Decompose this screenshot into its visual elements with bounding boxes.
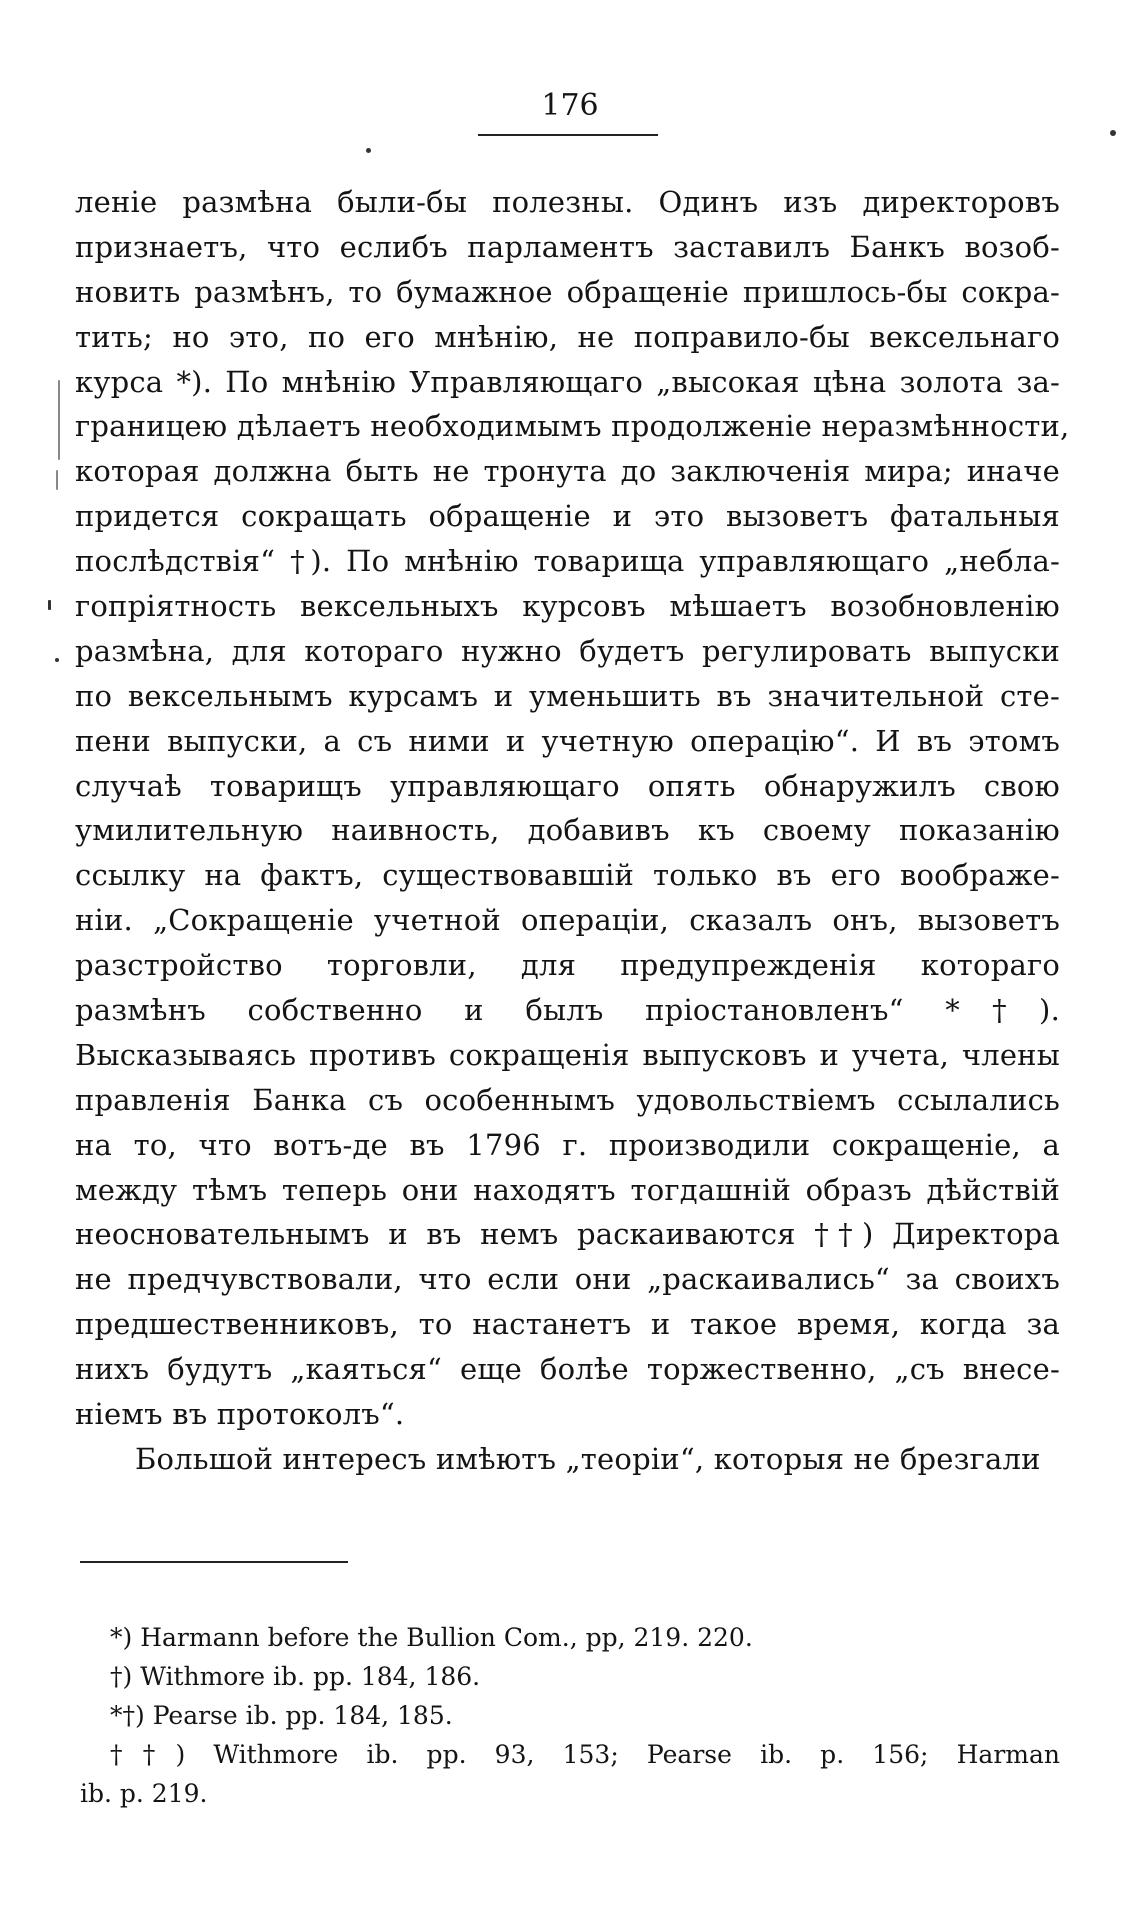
text-line: нихъ будутъ „каяться“ еще болѣе торжественно, „съ внесе- xyxy=(75,1352,1060,1387)
scan-speck xyxy=(48,600,51,610)
text-line: между тѣмъ теперь они находятъ тогдашній образъ дѣйствій xyxy=(75,1172,1060,1207)
text-line: ніи. „Сокращеніе учетной операціи, сказалъ онъ, вызоветъ xyxy=(75,903,1060,938)
text-line: границею дѣлаетъ необходимымъ продолженіе неразмѣнности, xyxy=(75,409,1070,444)
text-line: Высказываясь противъ сокращенія выпусковъ и учета, члены xyxy=(75,1037,1060,1072)
scan-speck xyxy=(55,658,59,662)
text-line: не предчувствовали, что если они „раскаивались“ за своихъ xyxy=(75,1262,1060,1297)
text-line: гопріятность вексельныхъ курсовъ мѣшаетъ возобновленію xyxy=(75,589,1060,624)
text-line: признаетъ, что еслибъ парламентъ заставилъ Банкъ возоб- xyxy=(75,229,1060,264)
text-line: по вексельнымъ курсамъ и уменьшить въ значительной сте- xyxy=(75,678,1060,713)
footnote: *) Harmann before the Bullion Com., pp, 219. 220. xyxy=(110,1623,753,1652)
text-line: послѣдствія“ †). По мнѣнію товарища управляющаго „небла- xyxy=(75,544,1060,579)
text-line: размѣнъ собственно и былъ пріостановленъ“ *†). xyxy=(75,993,1060,1028)
footnote: ††) Withmore ib. pp. 93, 153; Pearse ib. p. 156; Harman xyxy=(110,1740,1060,1769)
text-line: на то, что вотъ-де въ 1796 г. производили сокращеніе, а xyxy=(75,1127,1060,1162)
scan-speck xyxy=(1110,130,1116,136)
text-line: размѣна, для котораго нужно будетъ регулировать выпуски xyxy=(75,633,1060,668)
footnote: *†) Pearse ib. pp. 184, 185. xyxy=(110,1701,453,1730)
text-line: неосновательнымъ и въ немъ раскаиваются ††) Директора xyxy=(75,1217,1060,1252)
footnotes xyxy=(80,1618,1060,1813)
page-number-rule xyxy=(478,134,658,136)
text-line: новить размѣнъ, то бумажное обращеніе пришлось-бы сокра- xyxy=(75,274,1060,309)
page-number: 176 xyxy=(541,88,599,123)
scan-speck xyxy=(58,380,60,460)
scan-speck xyxy=(366,148,371,153)
text-line: ніемъ въ протоколъ“. xyxy=(75,1397,405,1432)
text-line: разстройство торговли, для предупрежденія котораго xyxy=(75,948,1060,983)
text-line: придется сокращать обращеніе и это вызоветъ фатальныя xyxy=(75,499,1060,534)
text-line: Большой интересъ имѣютъ „теоріи“, которыя не брезгали xyxy=(135,1441,1041,1476)
text-line: случаѣ товарищъ управляющаго опять обнаружилъ свою xyxy=(75,768,1060,803)
text-line: леніе размѣна были-бы полезны. Одинъ изъ директоровъ xyxy=(75,185,1060,219)
scan-speck xyxy=(56,470,58,490)
text-line: предшественниковъ, то настанетъ и такое время, когда за xyxy=(75,1307,1060,1342)
text-line: ссылку на фактъ, существовавшій только въ его воображе- xyxy=(75,858,1060,893)
text-line: пени выпуски, а съ ними и учетную операцію“. И въ этомъ xyxy=(75,723,1060,758)
footnote-continuation: ib. p. 219. xyxy=(80,1779,208,1808)
footnote-separator xyxy=(80,1561,348,1563)
text-line: которая должна быть не тронута до заключенія мира; иначе xyxy=(75,454,1060,489)
text-line: курса *). По мнѣнію Управляющаго „высокая цѣна золота за- xyxy=(75,364,1060,399)
body-text xyxy=(75,180,1070,1482)
text-line: тить; но это, по его мнѣнію, не поправило-бы вексельнаго xyxy=(75,319,1060,354)
text-line: умилительную наивность, добавивъ къ своему показанію xyxy=(75,813,1060,848)
footnote: †) Withmore ib. pp. 184, 186. xyxy=(110,1662,481,1691)
text-line: правленія Банка съ особеннымъ удовольствіемъ ссылались xyxy=(75,1082,1060,1117)
